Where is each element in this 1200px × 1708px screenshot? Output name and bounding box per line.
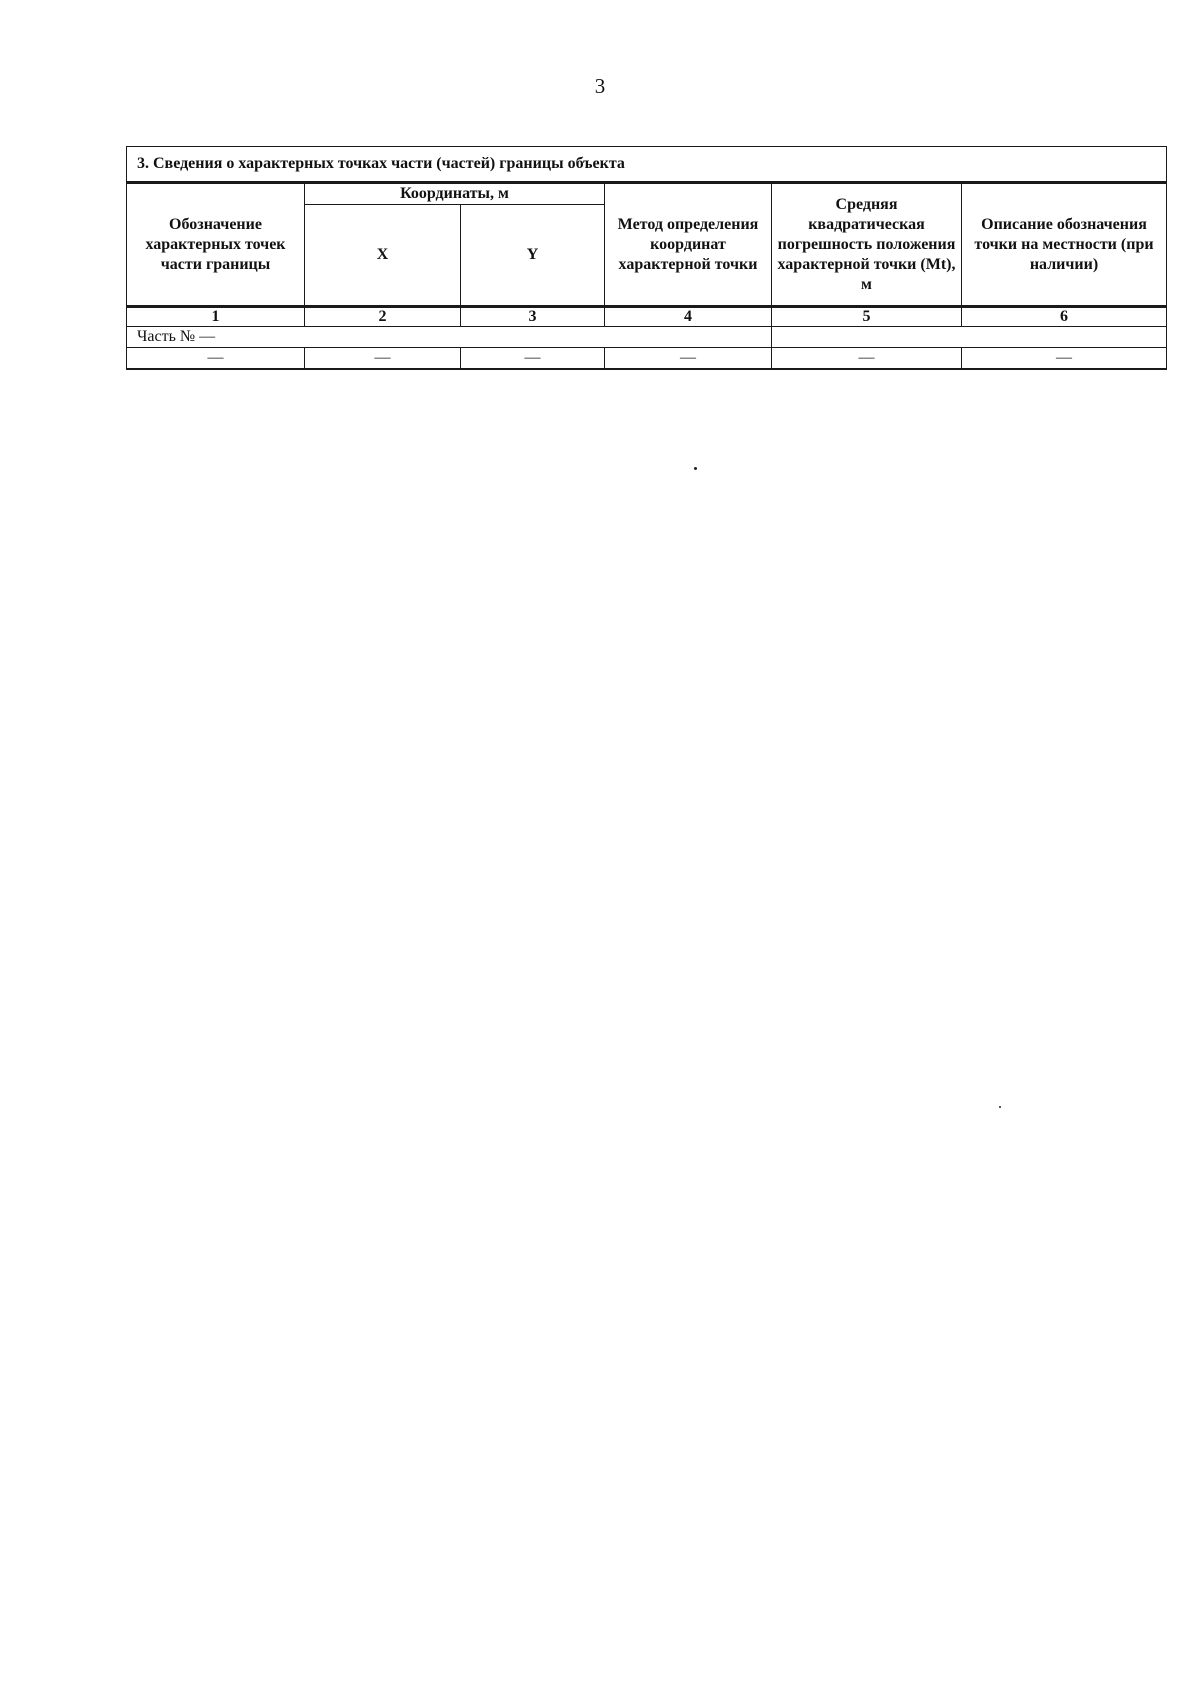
- column-numbers-row: [127, 307, 1167, 327]
- scan-speck: [999, 1106, 1001, 1108]
- header-method: Метод определения координат характерной точки: [605, 183, 772, 307]
- scan-speck: [694, 467, 697, 470]
- table-cell: —: [461, 348, 605, 370]
- page-number: 3: [594, 74, 606, 98]
- table-cell: —: [127, 348, 305, 370]
- section-title: 3. Сведения о характерных точках части (частей) границы объекта: [127, 147, 1167, 183]
- header-designation: Обозначение характерных точек части границы: [127, 183, 305, 307]
- section-title-row: [127, 147, 1167, 183]
- header-error-text: Средняя квадратическая погрешность положения характерной точки (Mt), м: [777, 195, 956, 293]
- table-cell: —: [605, 348, 772, 370]
- table-row: [127, 348, 1167, 370]
- column-number: 1: [127, 307, 305, 327]
- header-y: Y: [461, 205, 605, 307]
- column-number: 4: [605, 307, 772, 327]
- part-row: [127, 327, 1167, 348]
- column-number: 3: [461, 307, 605, 327]
- part-label: Часть № —: [127, 327, 772, 348]
- table-cell: —: [305, 348, 461, 370]
- table-cell: —: [772, 348, 962, 370]
- part-empty-cell: [772, 327, 1167, 348]
- column-number: 5: [772, 307, 962, 327]
- header-coordinates: Координаты, м: [305, 183, 605, 205]
- header-row-1: [127, 183, 1167, 205]
- header-x: X: [305, 205, 461, 307]
- header-error: [772, 183, 962, 307]
- table-cell: —: [962, 348, 1167, 370]
- column-number: 6: [962, 307, 1167, 327]
- characteristic-points-table: [126, 146, 1167, 370]
- column-number: 2: [305, 307, 461, 327]
- header-description: Описание обозначения точки на местности (при наличии): [962, 183, 1167, 307]
